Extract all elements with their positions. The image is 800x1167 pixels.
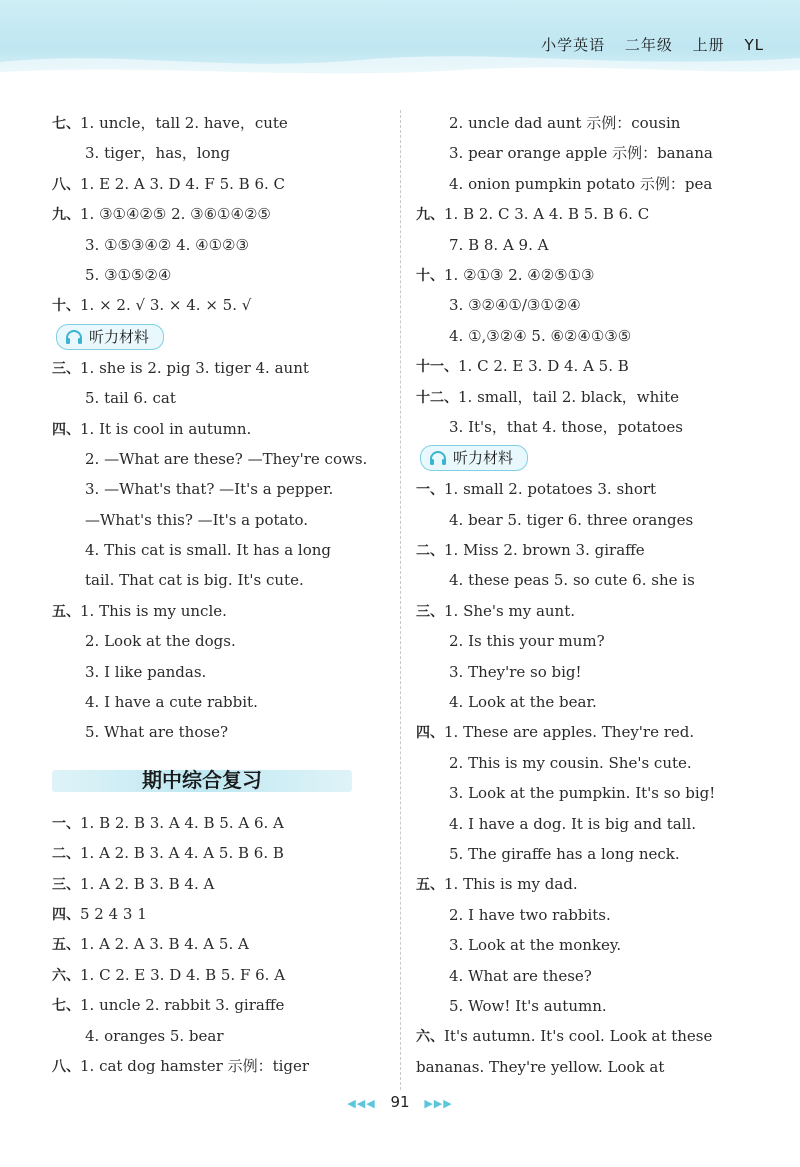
answer-text: 1. small，tail 2. black，white (458, 387, 679, 406)
header-volume: 上册 (692, 36, 725, 54)
answer-text: 3. tiger，has，long (85, 144, 230, 163)
header-grade: 二年级 (624, 36, 673, 54)
answer-text: 4. Look at the bear. (449, 693, 597, 712)
answer-text: 3. —What's that? —It's a pepper. (85, 480, 334, 499)
answer-text: 3. pear orange apple 示例：banana (449, 144, 713, 163)
answer-text: 1. It is cool in autumn. (80, 419, 252, 438)
answer-line (416, 717, 746, 747)
column-divider (400, 110, 401, 1090)
answer-text: 3. I like pandas. (85, 662, 207, 681)
answer-line (52, 1021, 387, 1051)
answer-text: 3. Look at the monkey. (449, 936, 622, 955)
header-band (0, 0, 800, 80)
answer-text: 2. Is this your mum? (449, 632, 605, 651)
listening-material-tag-row (52, 321, 387, 353)
header-title (541, 34, 764, 55)
answer-text: 2. This is my cousin. She's cute. (449, 753, 692, 772)
answer-text: 2. —What are these? —They're cows. (85, 449, 368, 468)
answer-line (52, 474, 387, 504)
answer-text: 3. ③②④①/③①②④ (449, 296, 581, 315)
answer-text: 4. What are these? (449, 966, 592, 985)
question-number: 二、 (52, 846, 80, 863)
answer-text: 4. oranges 5. bear (85, 1026, 224, 1045)
answer-line (52, 596, 387, 626)
listening-material-label: 听力材料 (453, 449, 514, 468)
answer-line (52, 199, 387, 229)
answer-text: 5. What are those? (85, 723, 228, 742)
answer-line (52, 565, 387, 595)
section-banner (52, 756, 387, 802)
answer-text: bananas. They're yellow. Look at (416, 1057, 665, 1076)
question-number: 十二、 (416, 389, 458, 406)
answer-line (52, 444, 387, 474)
prev-arrows-icon: ◀◀◀ (347, 1097, 376, 1110)
question-number: 四、 (416, 725, 444, 742)
question-number: 一、 (52, 815, 80, 832)
question-number: 六、 (52, 967, 80, 984)
answer-line (52, 535, 387, 565)
answer-text: 1. C 2. E 3. D 4. B 5. F 6. A (80, 965, 286, 984)
answer-line (416, 565, 746, 595)
answer-text: 4. I have a cute rabbit. (85, 693, 258, 712)
answer-line (52, 717, 387, 747)
answer-text: 1. ③①④②⑤ 2. ③⑥①④②⑤ (80, 205, 271, 224)
answer-line (52, 960, 387, 990)
answer-text: 1. A 2. B 3. A 4. A 5. B 6. B (80, 844, 284, 863)
page-footer (0, 1093, 800, 1111)
answer-text: 4. these peas 5. so cute 6. she is (449, 571, 695, 590)
answer-line (416, 657, 746, 687)
answer-text: 3. It's，that 4. those，potatoes (449, 417, 683, 436)
question-number: 五、 (52, 603, 80, 620)
answer-text: 1. cat dog hamster 示例：tiger (80, 1056, 310, 1075)
listening-material-tag (420, 445, 528, 471)
question-number: 二、 (416, 543, 444, 560)
question-number: 十一、 (416, 359, 458, 376)
answer-line (416, 900, 746, 930)
answer-text: 5. ③①⑤②④ (85, 265, 172, 284)
answer-text: 1. B 2. B 3. A 4. B 5. A 6. A (80, 813, 284, 832)
answer-line (52, 990, 387, 1020)
answer-line (416, 687, 746, 717)
answer-line (416, 1021, 746, 1051)
answer-text: 5. The giraffe has a long neck. (449, 844, 680, 863)
question-number: 五、 (416, 877, 444, 894)
headphones-icon (429, 451, 447, 465)
question-number: 九、 (52, 207, 80, 224)
answer-line (416, 809, 746, 839)
answer-line (52, 687, 387, 717)
answer-line (416, 930, 746, 960)
question-number: 一、 (416, 482, 444, 499)
header-edition: YL (744, 36, 764, 54)
answer-text: 2. uncle dad aunt 示例：cousin (449, 114, 681, 132)
answer-line (416, 351, 746, 381)
question-number: 四、 (52, 421, 80, 438)
answer-line (416, 382, 746, 412)
answer-text: —What's this? —It's a potato. (85, 510, 309, 529)
question-number: 三、 (52, 876, 80, 893)
question-number: 十、 (416, 267, 444, 284)
answer-line (52, 838, 387, 868)
answer-text: 4. I have a dog. It is big and tall. (449, 814, 697, 833)
answer-line (416, 199, 746, 229)
answer-line (52, 260, 387, 290)
answer-text: 1. uncle 2. rabbit 3. giraffe (80, 996, 285, 1015)
answer-line (416, 169, 746, 199)
answer-line (52, 414, 387, 444)
answer-line (52, 290, 387, 320)
answer-line (416, 412, 746, 442)
question-number: 八、 (52, 1058, 80, 1075)
question-number: 四、 (52, 906, 80, 923)
answer-line (416, 260, 746, 290)
answer-line (416, 1052, 746, 1082)
answer-line (416, 230, 746, 260)
answer-text: 4. ①,③②④ 5. ⑥②④①③⑤ (449, 326, 632, 345)
answer-text: 1. she is 2. pig 3. tiger 4. aunt (80, 358, 309, 377)
answer-text: 3. ①⑤③④② 4. ④①②③ (85, 235, 249, 254)
listening-material-tag-row (416, 442, 746, 474)
answer-text: 3. Look at the pumpkin. It's so big! (449, 784, 716, 803)
question-number: 九、 (416, 207, 444, 224)
answer-text: 4. onion pumpkin potato 示例：pea (449, 174, 713, 193)
question-number: 七、 (52, 998, 80, 1015)
question-number: 七、 (52, 116, 80, 132)
answer-line (52, 1051, 387, 1081)
answer-line (416, 778, 746, 808)
answer-line (416, 869, 746, 899)
answer-line (52, 108, 387, 138)
answer-line (416, 596, 746, 626)
answer-text: 1. small 2. potatoes 3. short (444, 480, 657, 499)
answer-text: 1. Miss 2. brown 3. giraffe (444, 541, 645, 560)
answer-text: 5. Wow! It's autumn. (449, 996, 607, 1015)
answer-line (416, 626, 746, 656)
answer-line (52, 383, 387, 413)
answer-line (416, 535, 746, 565)
answer-line (52, 869, 387, 899)
answer-text: 1. ②①③ 2. ④②⑤①③ (444, 265, 595, 284)
answer-text: 2. I have two rabbits. (449, 905, 611, 924)
answer-text: 1. E 2. A 3. D 4. F 5. B 6. C (80, 174, 286, 193)
answer-text: 1. This is my uncle. (80, 601, 227, 620)
answer-text: 4. This cat is small. It has a long (85, 541, 331, 560)
answer-line (416, 991, 746, 1021)
answer-line (52, 929, 387, 959)
answer-line (416, 290, 746, 320)
answer-line (416, 474, 746, 504)
answer-text: 1. B 2. C 3. A 4. B 5. B 6. C (444, 205, 650, 224)
answer-text: It's autumn. It's cool. Look at these (444, 1027, 713, 1046)
answer-text: 5 2 4 3 1 (80, 904, 147, 923)
answer-line (52, 808, 387, 838)
left-column (52, 108, 387, 1081)
answer-line (416, 505, 746, 535)
answer-text: 1. A 2. B 3. B 4. A (80, 874, 215, 893)
question-number: 三、 (416, 603, 444, 620)
answer-line (52, 230, 387, 260)
right-column (416, 108, 746, 1082)
answer-line (52, 138, 387, 168)
answer-text: 1. C 2. E 3. D 4. A 5. B (458, 357, 629, 376)
answer-text: 1. A 2. A 3. B 4. A 5. A (80, 935, 249, 954)
answer-line (416, 748, 746, 778)
answer-line (416, 138, 746, 168)
section-title: 期中综合复习 (142, 767, 262, 792)
headphones-icon (65, 330, 83, 344)
answer-line (416, 108, 746, 138)
answer-text: 1. These are apples. They're red. (444, 723, 695, 742)
answer-line (52, 626, 387, 656)
listening-material-tag (56, 324, 164, 350)
answer-line (52, 353, 387, 383)
listening-material-label: 听力材料 (89, 327, 150, 346)
question-number: 三、 (52, 360, 80, 377)
question-number: 十、 (52, 298, 80, 315)
answer-line (416, 839, 746, 869)
answer-text: 7. B 8. A 9. A (449, 235, 549, 254)
answer-line (52, 657, 387, 687)
question-number: 五、 (52, 937, 80, 954)
answer-line (416, 961, 746, 991)
answer-text: 1. uncle，tall 2. have，cute (80, 114, 288, 132)
answer-text: 1. × 2. √ 3. × 4. × 5. √ (80, 296, 252, 315)
question-number: 八、 (52, 176, 80, 193)
answer-text: 2. Look at the dogs. (85, 632, 236, 651)
answer-text: 1. She's my aunt. (444, 601, 576, 620)
answer-line (416, 321, 746, 351)
question-number: 六、 (416, 1029, 444, 1046)
answer-text: 5. tail 6. cat (85, 389, 176, 408)
answer-line (52, 505, 387, 535)
answer-text: tail. That cat is big. It's cute. (85, 571, 304, 590)
next-arrows-icon: ▶▶▶ (424, 1097, 453, 1110)
header-subject: 小学英语 (541, 36, 606, 54)
answer-text: 4. bear 5. tiger 6. three oranges (449, 510, 694, 529)
answer-line (52, 899, 387, 929)
answer-text: 1. This is my dad. (444, 875, 578, 894)
answer-line (52, 169, 387, 199)
answer-text: 3. They're so big! (449, 662, 582, 681)
page-number: 91 (390, 1093, 410, 1111)
